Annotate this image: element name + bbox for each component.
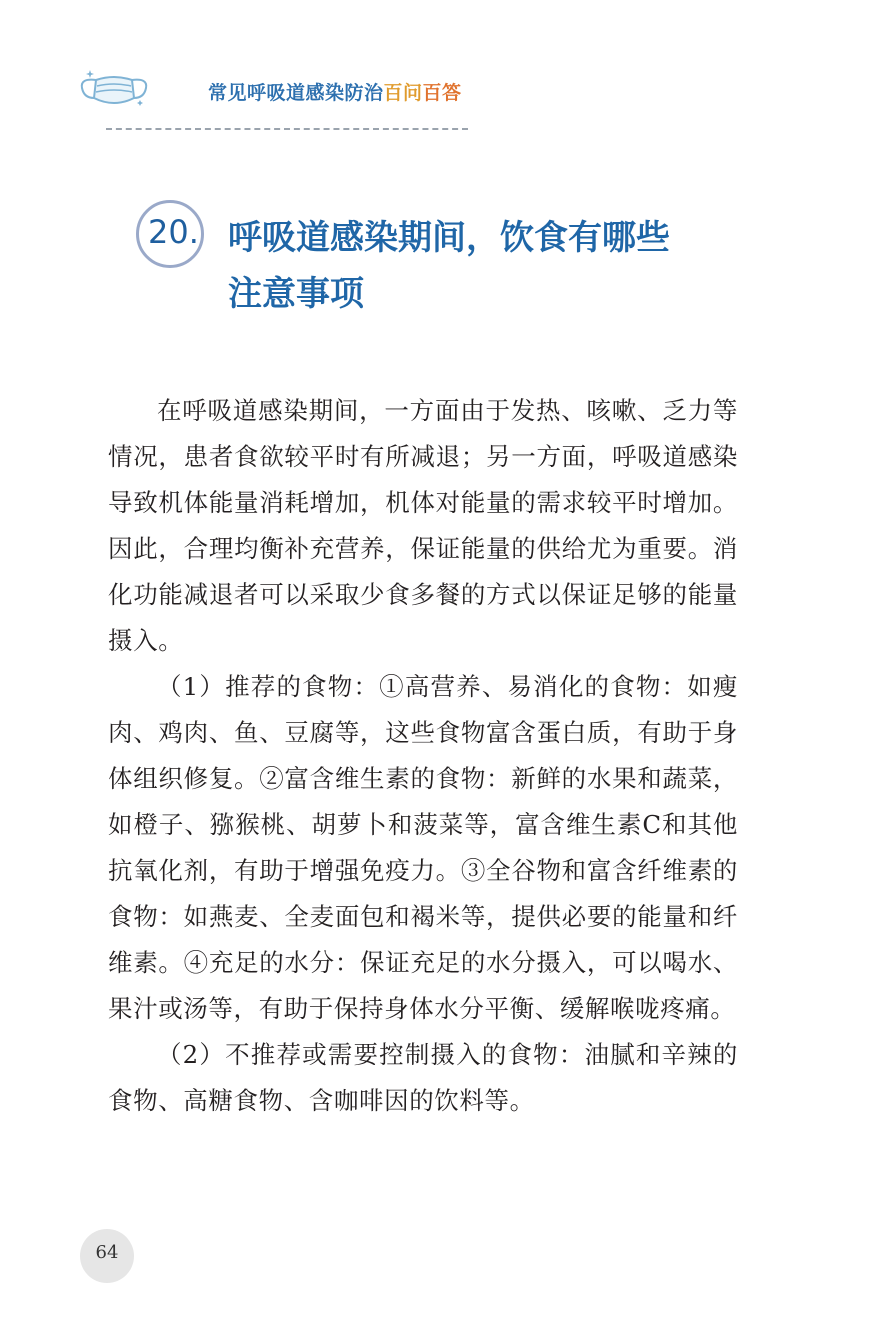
answer-body	[108, 388, 738, 1124]
running-header	[78, 64, 478, 134]
face-mask-icon	[78, 66, 150, 116]
question-title	[228, 210, 708, 322]
page-number: 64	[95, 1242, 119, 1263]
header-divider	[106, 128, 468, 130]
paragraph: （2）不推荐或需要控制摄入的食物：油腻和辛辣的食物、高糖食物、含咖啡因的饮料等。	[108, 1040, 738, 1115]
series-title-accent-2: 百答	[422, 82, 462, 104]
paragraph: 在呼吸道感染期间，一方面由于发热、咳嗽、乏力等情况，患者食欲较平时有所减退；另一方面，呼吸道感染导致机体能量消耗增加，机体对能量的需求较平时增加。因此，合理均衡补充营养，保证能量的供给尤为重要。消化功能减退者可以采取少食多餐的方式以保证足够的能量摄入。	[108, 396, 738, 655]
series-title: 常见呼吸道感染防治百问百答	[208, 82, 462, 104]
question-title-line-1: 呼吸道感染期间，饮食有哪些	[228, 218, 670, 258]
question-title-line-2: 注意事项	[228, 274, 364, 314]
series-title-accent-1: 百问	[383, 82, 423, 104]
paragraph: （1）推荐的食物：①高营养、易消化的食物：如瘦肉、鸡肉、鱼、豆腐等，这些食物富含蛋白质，有助于身体组织修复。②富含维生素的食物：新鲜的水果和蔬菜，如橙子、猕猴桃、胡萝卜和菠菜等，富含维生素C和其他抗氧化剂，有助于增强免疫力。③全谷物和富含纤维素的食物：如燕麦、全麦面包和褐米等，提供必要的能量和纤维素。④充足的水分：保证充足的水分摄入，可以喝水、果汁或汤等，有助于保持身体水分平衡、缓解喉咙疼痛。	[108, 672, 738, 1023]
question-number: 20.	[148, 213, 199, 251]
